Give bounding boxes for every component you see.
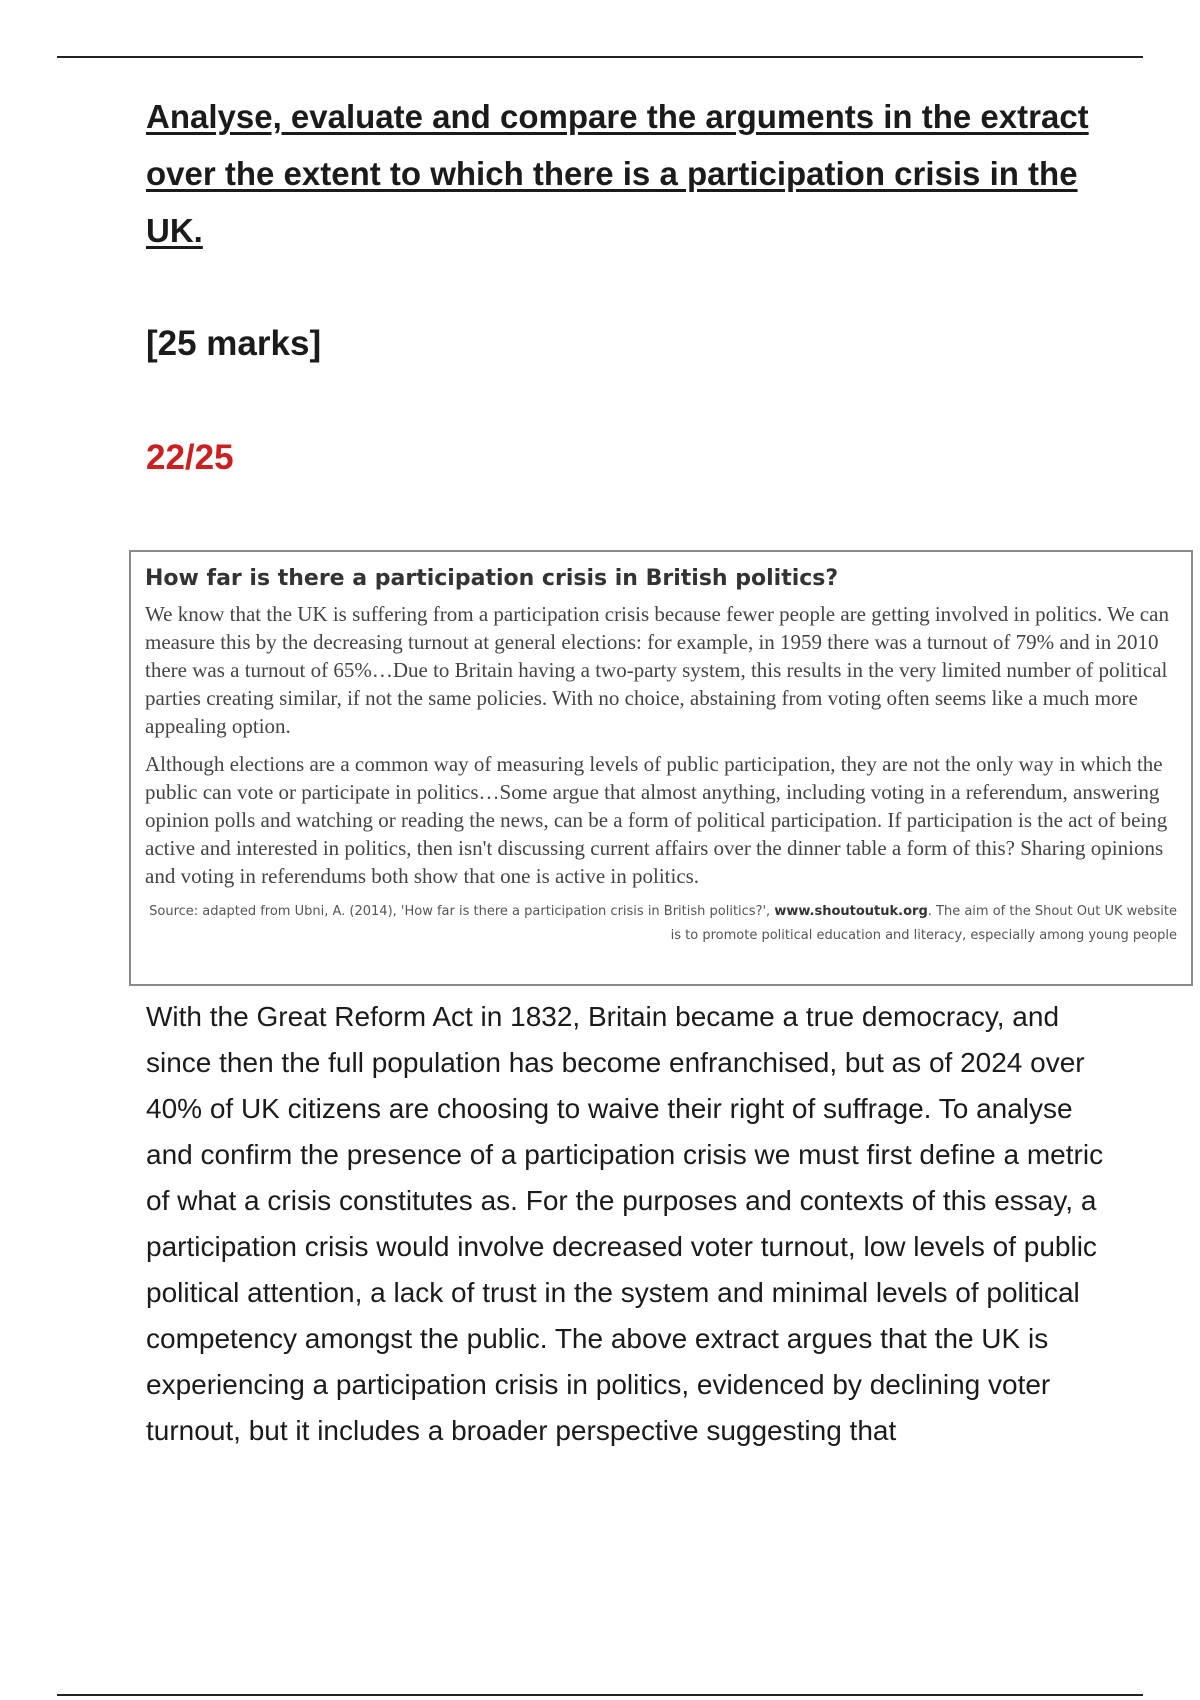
extract-source bbox=[145, 900, 1177, 948]
source-suffix: . The aim of the Shout Out UK website is to promote political education and literacy, especially among young people bbox=[670, 904, 1177, 943]
extract-box bbox=[129, 550, 1193, 986]
score-label: 22/25 bbox=[146, 438, 234, 477]
marks-label: [25 marks] bbox=[146, 324, 322, 363]
question-title: Analyse, evaluate and compare the arguments in the extract over the extent to which there is a participation crisis in the UK. bbox=[146, 98, 1089, 249]
source-prefix: Source: adapted from Ubni, A. (2014), 'How far is there a participation crisis in British politics?', bbox=[149, 904, 771, 919]
extract-title: How far is there a participation crisis in British politics? bbox=[145, 566, 839, 591]
essay-paragraph: With the Great Reform Act in 1832, Britain became a true democracy, and since then the full population has become enfranchised, but as of 2024 over 40% of UK citizens are choosing to waive their right of suffrage. To analyse and confirm the presence of a participation crisis we must first define a metric of what a crisis constitutes as. For the purposes and contexts of this essay, a participation crisis would involve decreased voter turnout, low levels of public political attention, a lack of trust in the system and minimal levels of political competency amongst the public. The above extract argues that the UK is experiencing a participation crisis in politics, evidenced by declining voter turnout, but it includes a broader perspective suggesting that bbox=[146, 1001, 1104, 1446]
source-url: www.shoutoutuk.org bbox=[774, 904, 928, 919]
extract-paragraph-2: Although elections are a common way of measuring levels of public participation, they are not the only way in which the public can vote or participate in politics…Some argue that almost anything, including voting in a referendum, answering opinion polls and watching or reading the news, can be a form of political participation. If participation is the act of being active and interested in politics, then isn't discussing current affairs over the dinner table a form of this? Sharing opinions and voting in referendums both show that one is active in politics. bbox=[145, 752, 1168, 888]
extract-paragraph-1: We know that the UK is suffering from a participation crisis because fewer people are getting involved in politics. We can measure this by the decreasing turnout at general elections: for example, in 1959 there was a turnout of 79% and in 2010 there was a turnout of 65%…Due to Britain having a two-party system, this results in the very limited number of political parties creating similar, if not the same policies. With no choice, abstaining from voting often seems like a much more appealing option. bbox=[145, 602, 1169, 738]
bottom-rule bbox=[57, 1694, 1143, 1696]
top-rule bbox=[57, 56, 1143, 58]
